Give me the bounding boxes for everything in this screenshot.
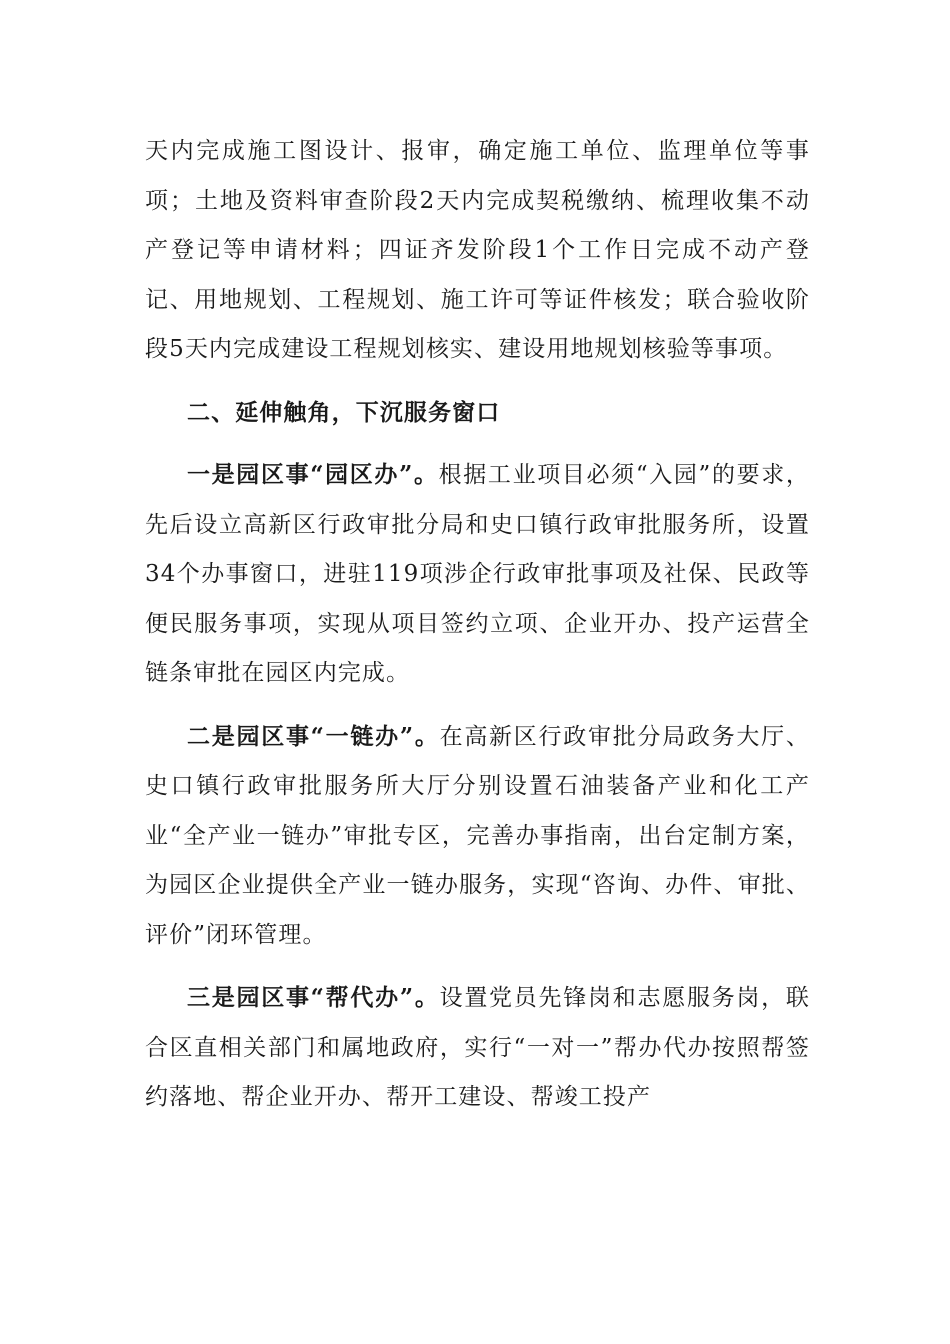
paragraph-continued bbox=[145, 127, 810, 375]
paragraph-yilian-ban bbox=[145, 712, 810, 961]
section-heading: 二、延伸触角，下沉服务窗口 bbox=[187, 398, 501, 426]
paragraph-text: 根据工业项目必须“入园”的要求，先后设立高新区行政审批分局和史口镇行政审批服务所，设置34个办事窗口，进驻119项涉企行政审批事项及社保、民政等便民服务事项，实现从项目签约立项、企业开办、投产运营全链条审批在园区内完成。 bbox=[145, 462, 810, 686]
document-body bbox=[145, 127, 810, 1123]
paragraph-yuanqu-ban bbox=[145, 450, 810, 699]
paragraph-text: 在高新区行政审批分局政务大厅、史口镇行政审批服务所大厅分别设置石油装备产业和化工产业“全产业一链办”审批专区，完善办事指南，出台定制方案，为园区企业提供全产业一链办服务，实现“咨询、办件、审批、评价”闭环管理。 bbox=[145, 723, 811, 948]
paragraph-lead: 二是园区事“一链办”。 bbox=[187, 722, 440, 750]
paragraph-text: 天内完成施工图设计、报审，确定施工单位、监理单位等事项；土地及资料审查阶段2天内完成契税缴纳、梳理收集不动产登记等申请材料；四证齐发阶段1个工作日完成不动产登记、用地规划、工程规划、施工许可等证件核发；联合验收阶段5天内完成建设工程规划核实、建设用地规划核验等事项。 bbox=[145, 138, 810, 362]
paragraph-lead: 三是园区事“帮代办”。 bbox=[187, 984, 440, 1011]
paragraph-bangdai-ban bbox=[145, 973, 810, 1123]
paragraph-lead: 一是园区事“园区办”。 bbox=[187, 461, 439, 488]
paragraph-text: 设置党员先锋岗和志愿服务岗，联合区直相关部门和属地政府，实行“一对一”帮办代办按照帮签约落地、帮企业开办、帮开工建设、帮竣工投产 bbox=[145, 985, 811, 1110]
